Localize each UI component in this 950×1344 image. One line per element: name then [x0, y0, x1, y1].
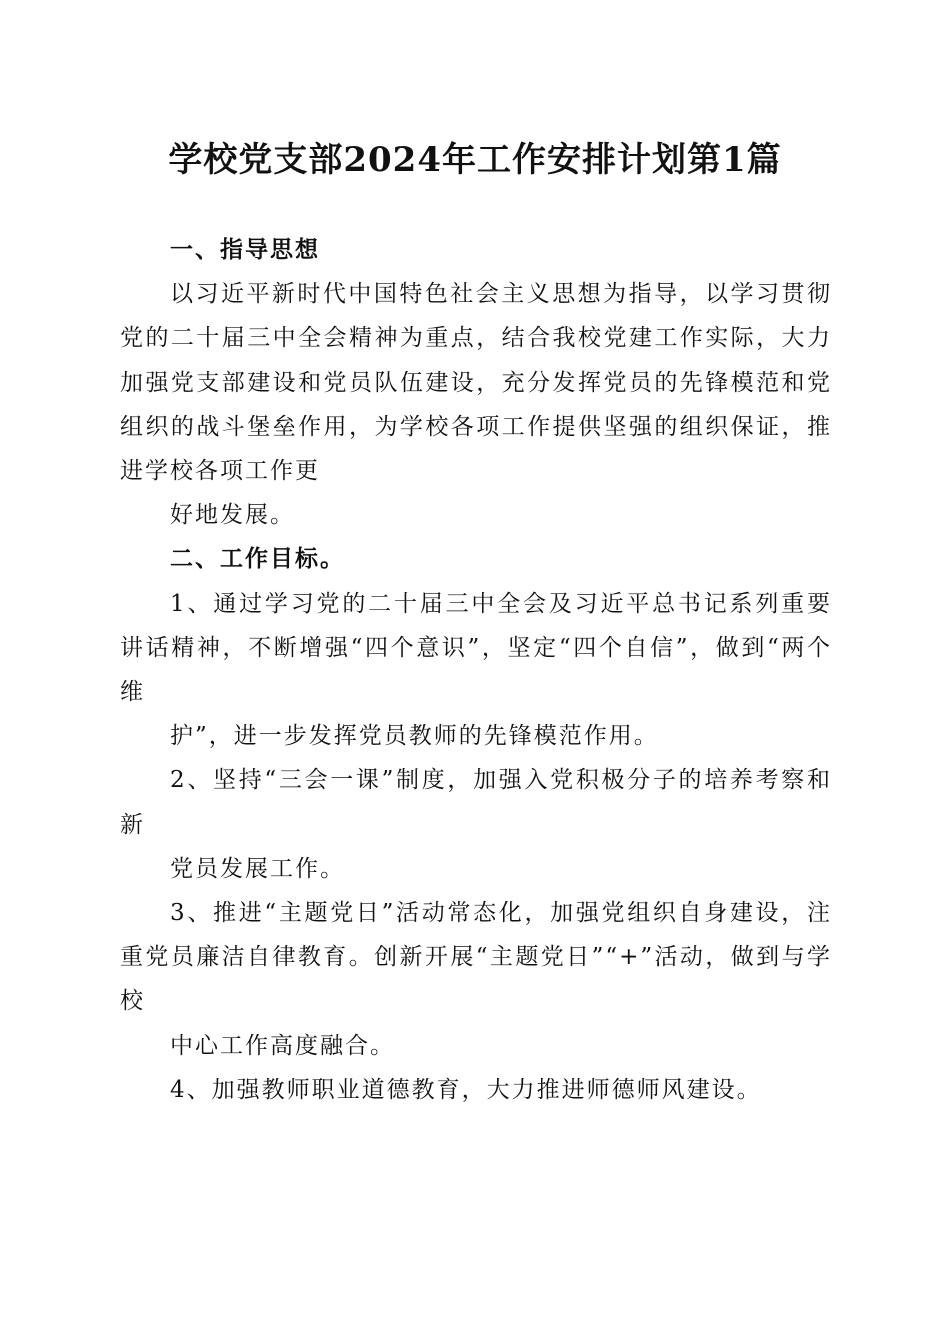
section-heading-work-goals: 二、工作目标。 [170, 546, 345, 573]
document-title: 学校党支部2024年工作安排计划第1篇 [168, 140, 782, 180]
goal-item-1: 1、通过学习党的二十届三中全会及习近平总书记系列重要讲话精神，不断增强“四个意识”，坚定“四个自信”，做到“两个维 [120, 590, 832, 706]
goal-item-1-continuation: 护”，进一步发挥党员教师的先锋模范作用。 [170, 723, 659, 750]
goal-item-2: 2、坚持“三会一课”制度，加强入党积极分子的培养考察和新 [120, 767, 832, 838]
document-body [120, 228, 832, 1112]
goal-item-4: 4、加强教师职业道德教育，大力推进师德师风建设。 [170, 1076, 762, 1103]
section-heading-guiding-ideology: 一、指导思想 [170, 237, 320, 263]
paragraph-guiding-ideology: 以习近平新时代中国特色社会主义思想为指导，以学习贯彻党的二十届三中全会精神为重点，结合我校党建工作实际，大力加强党支部建设和党员队伍建设，充分发挥党员的先锋模范和党组织的战斗堡垒作用，为学校各项工作提供坚强的组织保证，推进学校各项工作更 [120, 281, 832, 485]
goal-item-2-continuation: 党员发展工作。 [170, 855, 345, 882]
goal-item-3-continuation: 中心工作高度融合。 [170, 1032, 395, 1059]
goal-item-3: 3、推进“主题党日”活动常态化，加强党组织自身建设，注重党员廉洁自律教育。创新开展“主题党日”“+”活动，做到与学校 [120, 900, 832, 1015]
paragraph-continuation: 好地发展。 [170, 502, 295, 529]
